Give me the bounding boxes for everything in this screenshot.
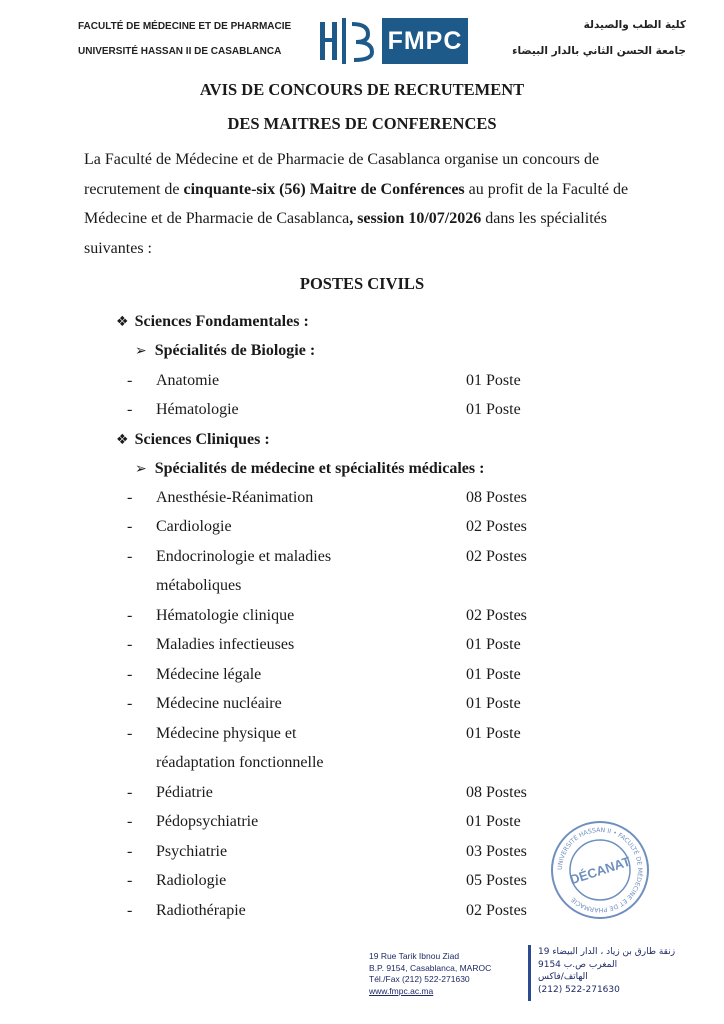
section-heading: [0, 431, 724, 460]
subsection-heading: [0, 342, 724, 371]
subsection-title: Spécialités de médecine et spécialités médicales :: [154, 460, 485, 477]
post-count: 02 Postes: [466, 902, 527, 919]
stamp-ring-text: UNIVERSITÉ HASSAN II • FACULTÉ DE MÉDECINE ET DE PHARMACIE: [556, 826, 644, 914]
postes-heading: POSTES CIVILS: [299, 274, 425, 293]
stamp-center-text: DÉCANAT: [568, 853, 633, 888]
specialty-name: Hématologie: [156, 401, 239, 418]
specialty-name: Maladies infectieuses: [156, 636, 295, 653]
intro-bold-2: , session 10/07/2026: [349, 210, 482, 227]
section-title: Sciences Cliniques :: [134, 431, 270, 448]
footer-line-ar: المغرب ص.ب 9154: [538, 959, 618, 970]
specialty-name: Anatomie: [156, 372, 220, 389]
list-item-continuation: [0, 754, 724, 783]
list-item: - Médecine nucléaire 01 Poste: [127, 695, 521, 712]
document-title-line1: AVIS DE CONCOURS DE RECRUTEMENT: [199, 80, 525, 99]
post-count: 01 Poste: [466, 401, 521, 418]
specialty-name-line2: réadaptation fonctionnelle: [156, 754, 324, 771]
diamond-bullet-icon: ❖: [116, 432, 129, 448]
list-item: - Anesthésie-Réanimation 08 Postes: [127, 489, 527, 506]
list-item: - Radiothérapie 02 Postes: [127, 902, 527, 919]
list-item: - Radiologie 05 Postes: [127, 872, 527, 889]
list-item: - Pédiatrie 08 Postes: [127, 784, 527, 801]
specialty-name: Anesthésie-Réanimation: [156, 489, 314, 506]
specialty-name: Pédopsychiatrie: [156, 813, 259, 830]
list-item: - Endocrinologie et maladies 02 Postes: [127, 548, 527, 565]
footer-line-ar: الهاتف/فاكس: [538, 972, 588, 982]
specialty-name: Médecine physique et: [156, 725, 297, 742]
decanat-stamp: [548, 818, 652, 922]
specialty-name: Médecine légale: [156, 666, 262, 683]
post-count: 01 Poste: [466, 372, 521, 389]
footer-line-ar: 19 زنقة طارق بن زياد ، الدار البيضاء: [538, 947, 676, 957]
faculty-name-ar: [512, 12, 686, 64]
logo-text: FMPC: [382, 18, 468, 64]
footer-address-ar: [538, 946, 675, 996]
faculty-name-fr: [78, 14, 291, 64]
footer-line: 19 Rue Tarik Ibnou Ziad: [369, 951, 460, 961]
specialty-name: Radiologie: [156, 872, 227, 889]
section-heading: [0, 313, 724, 342]
footer-line: B.P. 9154, Casablanca, MAROC: [369, 962, 492, 973]
post-count: 01 Poste: [466, 636, 521, 653]
post-count: 02 Postes: [466, 518, 527, 535]
logo-mark-icon: [318, 16, 378, 66]
post-count: 02 Postes: [466, 607, 527, 624]
intro-text-2: au profit de la Faculté de Médecine et de Pharmacie de Casablanca: [84, 180, 629, 227]
footer-line-ar: (212) 522-271630: [538, 984, 620, 995]
specialty-name: Hématologie clinique: [156, 607, 295, 624]
arrow-bullet-icon: ➢: [135, 343, 147, 359]
university-line-ar: جامعة الحسن الثاني بالدار البيضاء: [512, 45, 686, 57]
list-item: - Pédopsychiatrie 01 Poste: [127, 813, 521, 830]
list-item: - Hématologie 01 Poste: [127, 401, 521, 418]
intro-paragraph: [84, 145, 654, 263]
section-title: Sciences Fondamentales :: [134, 313, 309, 330]
post-count: 01 Poste: [466, 695, 521, 712]
subsection-heading: [0, 460, 724, 489]
post-count: 05 Postes: [466, 872, 527, 889]
arrow-bullet-icon: ➢: [135, 461, 147, 477]
specialty-name: Médecine nucléaire: [156, 695, 282, 712]
post-count: 08 Postes: [466, 489, 527, 506]
specialty-name: Radiothérapie: [156, 902, 246, 919]
specialty-name: Cardiologie: [156, 518, 232, 535]
specialty-name: Endocrinologie et maladies: [156, 548, 332, 565]
list-item: - Maladies infectieuses 01 Poste: [127, 636, 521, 653]
post-count: 08 Postes: [466, 784, 527, 801]
intro-bold-1: cinquante-six (56) Maitre de Conférences: [183, 180, 465, 198]
list-item: - Médecine légale 01 Poste: [127, 666, 521, 683]
university-line: UNIVERSITÉ HASSAN II DE CASABLANCA: [78, 46, 282, 57]
post-count: 01 Poste: [466, 666, 521, 683]
footer-address-fr: [369, 951, 491, 997]
specialty-name: Pédiatrie: [156, 784, 213, 801]
list-item-continuation: [0, 577, 724, 606]
footer-line: Tél./Fax (212) 522-271630: [369, 974, 470, 984]
diamond-bullet-icon: ❖: [116, 314, 129, 330]
list-item: - Hématologie clinique 02 Postes: [127, 607, 527, 624]
specialty-name: Psychiatrie: [156, 843, 228, 860]
post-count: 03 Postes: [466, 843, 527, 860]
list-item: - Anatomie 01 Poste: [127, 372, 521, 389]
intro-text-3: dans les spécialités suivantes :: [84, 210, 607, 257]
list-item: - Cardiologie 02 Postes: [127, 518, 527, 535]
website-link[interactable]: www.fmpc.ac.ma: [369, 985, 434, 996]
document-title-line2: DES MAITRES DE CONFERENCES: [227, 114, 497, 133]
footer-divider: [528, 945, 531, 1001]
fmpc-logo: [318, 16, 468, 66]
list-item: - Médecine physique et 01 Poste: [127, 725, 521, 742]
intro-text-1: La Faculté de Médecine et de Pharmacie de Casablanca organise un concours de recrutement de: [84, 151, 600, 198]
specialty-name-line2: métaboliques: [156, 577, 242, 594]
faculty-line-ar: كلية الطب والصيدلة: [583, 19, 686, 31]
post-count: 01 Poste: [466, 813, 521, 830]
list-item: - Psychiatrie 03 Postes: [127, 843, 527, 860]
post-count: 02 Postes: [466, 548, 527, 565]
post-count: 01 Poste: [466, 725, 521, 742]
faculty-line: FACULTÉ DE MÉDECINE ET DE PHARMACIE: [78, 21, 292, 32]
subsection-title: Spécialités de Biologie :: [154, 342, 316, 359]
